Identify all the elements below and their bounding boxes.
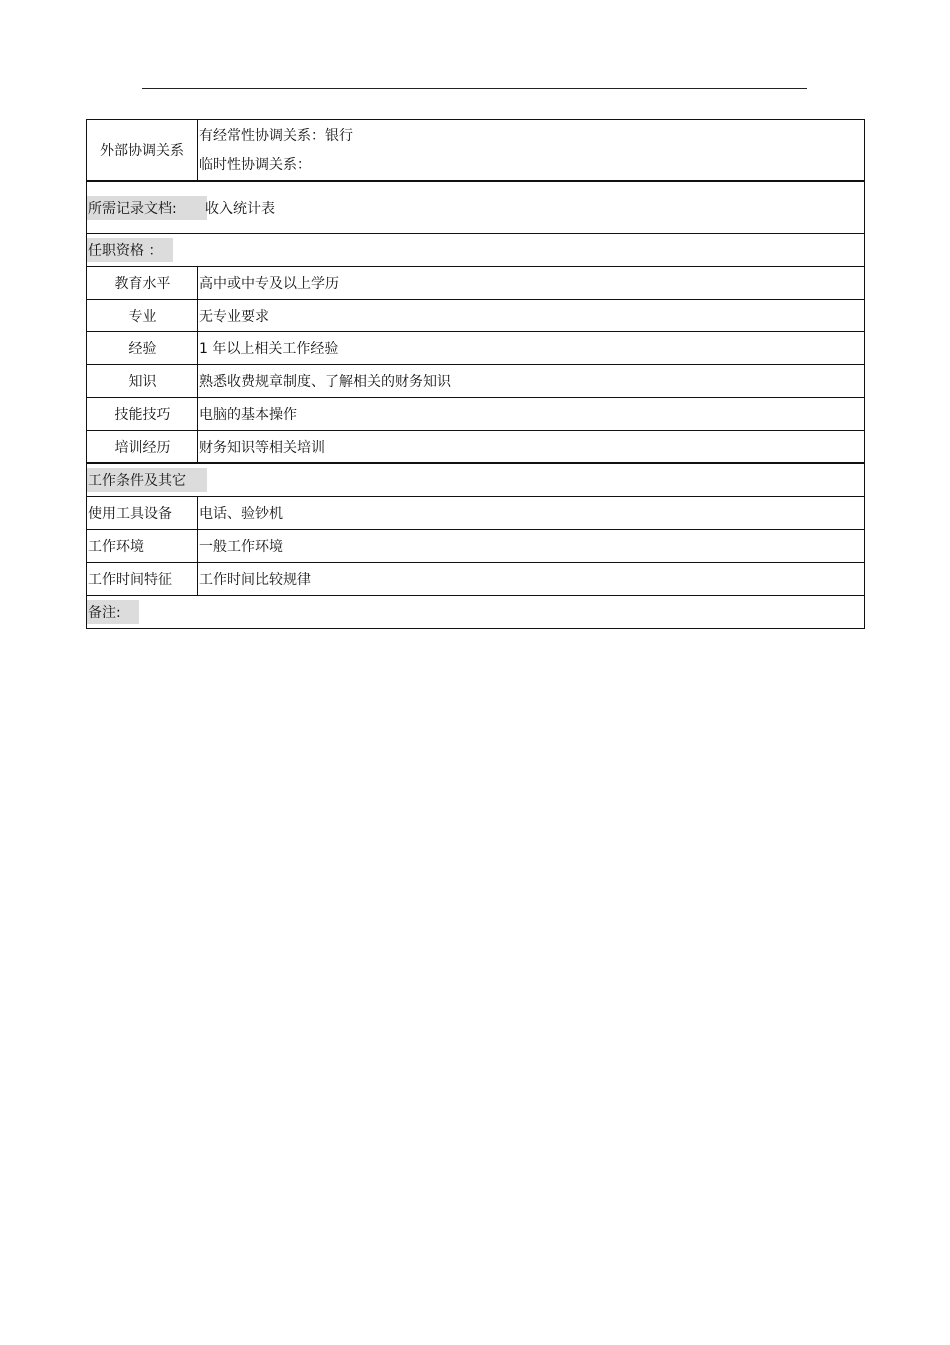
- condition-row-work-hours: [87, 562, 864, 595]
- documents-row: [87, 180, 864, 233]
- work-hours-label: 工作时间特征: [87, 563, 198, 595]
- experience-label: 经验: [88, 332, 198, 364]
- qualification-row-skills: [87, 397, 864, 430]
- remarks-row: [87, 595, 864, 628]
- qualifications-header-row: [87, 233, 864, 266]
- tools-label: 使用工具设备: [87, 497, 198, 529]
- environment-label: 工作环境: [87, 530, 198, 562]
- remarks-cell: [87, 596, 139, 628]
- qualification-row-major: [87, 299, 864, 331]
- documents-value: 收入统计表: [205, 200, 275, 217]
- job-description-table: [86, 119, 865, 629]
- external-relations-row: [87, 120, 864, 180]
- header-rule: [142, 88, 807, 89]
- condition-row-environment: [87, 529, 864, 562]
- skills-label: 技能技巧: [88, 398, 198, 430]
- training-value: 财务知识等相关培训: [199, 439, 325, 456]
- conditions-header-cell: [87, 464, 207, 496]
- experience-value: 1 年以上相关工作经验: [199, 341, 339, 357]
- major-label: 专业: [88, 300, 198, 331]
- qualification-row-experience: [87, 331, 864, 364]
- qualification-row-knowledge: [87, 364, 864, 397]
- external-relations-label: 外部协调关系: [87, 120, 198, 180]
- condition-row-tools: [87, 496, 864, 529]
- environment-value: 一般工作环境: [199, 539, 283, 555]
- external-relations-value: [198, 120, 864, 180]
- conditions-header-row: [87, 462, 864, 496]
- training-label: 培训经历: [88, 431, 198, 462]
- qualification-row-training: [87, 430, 864, 462]
- major-value: 无专业要求: [199, 308, 269, 325]
- conditions-header: 工作条件及其它: [87, 468, 207, 492]
- tools-value: 电话、验钞机: [199, 506, 283, 522]
- temporary-coordination-text: 临时性协调关系：: [199, 156, 311, 173]
- work-hours-value: 工作时间比较规律: [199, 572, 311, 588]
- education-value: 高中或中专及以上学历: [199, 276, 339, 292]
- knowledge-value: 熟悉收费规章制度、了解相关的财务知识: [199, 374, 451, 390]
- knowledge-label: 知识: [88, 365, 198, 397]
- qualification-row-education: [87, 266, 864, 299]
- qualifications-header-cell: [87, 234, 173, 266]
- documents-label: 所需记录文档:: [87, 196, 207, 220]
- documents-label-cell: [87, 182, 207, 233]
- regular-coordination-text: 有经常性协调关系：银行: [199, 128, 353, 145]
- qualifications-header: 任职资格 ：: [87, 238, 173, 262]
- remarks-label: 备注:: [87, 600, 139, 624]
- education-label: 教育水平: [88, 267, 198, 299]
- skills-value: 电脑的基本操作: [199, 407, 297, 423]
